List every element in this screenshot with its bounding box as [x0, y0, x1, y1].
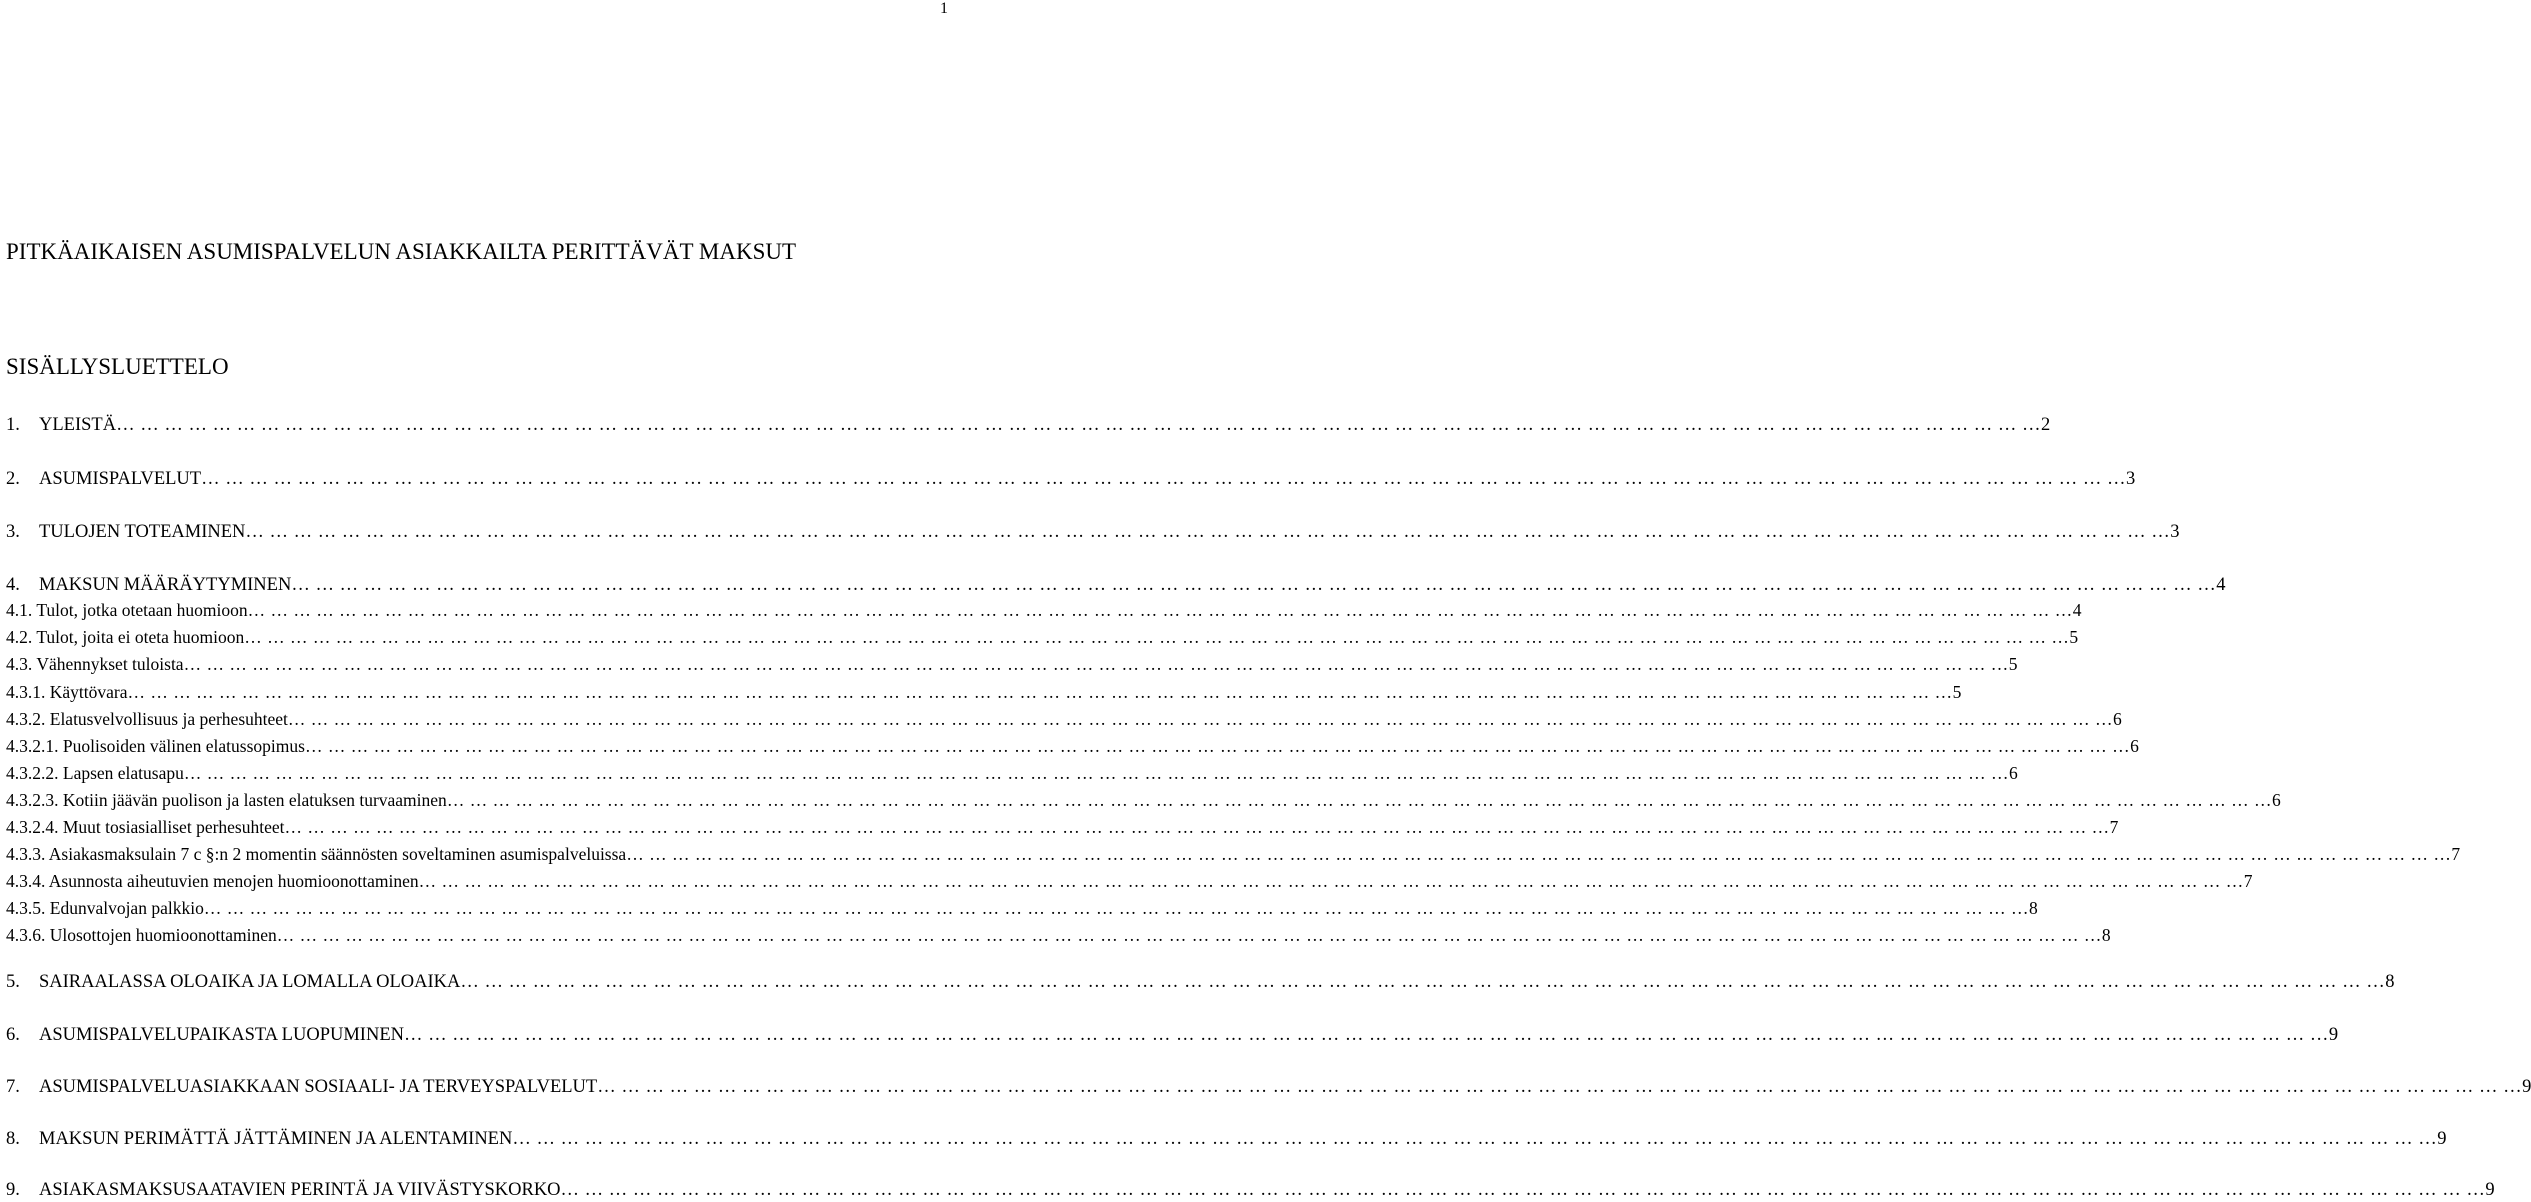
toc-entry[interactable]	[6, 1025, 2339, 1046]
toc-page-number: 6	[2130, 736, 2139, 756]
toc-leader-dots: … … … … … … … … … … … … … … … … … … … … … … … … … … … … … … … … … … … … … … … … … … … … … … … … … … … … … … … … … … … … … … … … … … … … … … … … … … … … … … … …	[560, 1180, 2486, 1200]
toc-leader-dots: … … … … … … … … … … … … … … … … … … … … … … … … … … … … … … … … … … … … … … … … … … … … … … … … … … … … … … … … … … … … … … … … … … … … … … … … … … … … … … … …	[291, 575, 2217, 595]
toc-entry[interactable]	[6, 522, 2180, 543]
toc-leader-dots: … … … … … … … … … … … … … … … … … … … … … … … … … … … … … … … … … … … … … … … … … … … … … … … … … … … … … … … … … … … … … … … … … … … … … … … … … … … … … … … …	[287, 709, 2114, 729]
toc-page-number: 3	[2125, 469, 2136, 489]
toc-entry-label: 5. SAIRAALASSA OLOAIKA JA LOMALLA OLOAIKA	[6, 972, 461, 992]
toc-entry-label: 4.2. Tulot, joita ei oteta huomioon	[6, 627, 245, 647]
toc-entry[interactable]	[6, 925, 2111, 946]
toc-entry[interactable]	[6, 682, 1962, 703]
toc-entry[interactable]	[6, 871, 2253, 892]
toc-entry-label: 8. MAKSUN PERIMÄTTÄ JÄTTÄMINEN JA ALENTAMINEN	[6, 1129, 513, 1149]
toc-page-number: 8	[2385, 972, 2395, 992]
toc-page-number: 3	[2170, 522, 2180, 542]
toc-entry[interactable]	[6, 654, 2018, 675]
toc-entry[interactable]	[6, 627, 2079, 648]
toc-entry-label: 4. MAKSUN MÄÄRÄYTYMINEN	[6, 575, 292, 595]
toc-page-number: 8	[2028, 898, 2038, 918]
toc-entry-label: 4.3.1. Käyttövara	[6, 682, 128, 702]
toc-entry[interactable]	[6, 600, 2082, 621]
toc-leader-dots: … … … … … … … … … … … … … … … … … … … … … … … … … … … … … … … … … … … … … … … … … … … … … … … … … … … … … … … … … … … … … … … … … … … … … … … … … … … … … … … …	[404, 1025, 2329, 1045]
toc-entry[interactable]	[6, 898, 2038, 919]
toc-page-number: 8	[2101, 925, 2111, 945]
toc-entry-label: 4.3.6. Ulosottojen huomioonottaminen	[6, 925, 277, 945]
toc-page-number: 6	[2009, 763, 2018, 783]
toc-page-number: 6	[2113, 709, 2122, 729]
toc-entry-label: 4.3.4. Asunnosta aiheutuvien menojen huomioonottaminen	[6, 871, 419, 891]
toc-leader-dots: … … … … … … … … … … … … … … … … … … … … … … … … … … … … … … … … … … … … … … … … … … … … … … … … … … … … … … … … … … … … … … … … … … … … … … … … … … … … … … … …	[127, 682, 1953, 702]
toc-leader-dots: … … … … … … … … … … … … … … … … … … … … … … … … … … … … … … … … … … … … … … … … … … … … … … … … … … … … … … … … … … … … … … … … … … … … … … … … … … … … … … … …	[244, 627, 2070, 647]
toc-page-number: 9	[2485, 1180, 2495, 1200]
toc-entry-label: 4.3.2.3. Kotiin jäävän puolison ja lasten elatuksen turvaaminen	[6, 790, 447, 810]
toc-page-number: 7	[2451, 844, 2461, 864]
toc-page-number: 9	[2522, 1077, 2531, 1097]
toc-entry-label: 4.1. Tulot, jotka otetaan huomioon	[6, 600, 248, 620]
toc-entry[interactable]	[6, 415, 2051, 436]
toc-leader-dots: … … … … … … … … … … … … … … … … … … … … … … … … … … … … … … … … … … … … … … … … … … … … … … … … … … … … … … … … … … … … … … … … … … … … … … … … … … … … … … … …	[597, 1077, 2523, 1097]
toc-entry-label: 4.3.2.2. Lapsen elatusapu	[6, 763, 184, 783]
toc-page-number: 4	[2216, 575, 2226, 595]
toc-entry-label: 3. TULOJEN TOTEAMINEN	[6, 522, 246, 542]
toc-entry[interactable]	[6, 1077, 2531, 1098]
toc-entry[interactable]	[6, 709, 2122, 730]
toc-page-number: 4	[2072, 600, 2082, 620]
toc-entry[interactable]	[6, 736, 2139, 757]
toc-entry[interactable]	[6, 844, 2461, 865]
toc-leader-dots: … … … … … … … … … … … … … … … … … … … … … … … … … … … … … … … … … … … … … … … … … … … … … … … … … … … … … … … … … … … … … … … … … … … … … … … … … … … … … … … …	[276, 925, 2102, 945]
toc-entry-label: 4.3.2.4. Muut tosiasialliset perhesuhteet	[6, 817, 285, 837]
toc-page-number: 5	[2008, 654, 2018, 674]
toc-entry-label: 2. ASUMISPALVELUT	[6, 469, 202, 489]
toc-page-number: 5	[2069, 627, 2079, 647]
toc-leader-dots: … … … … … … … … … … … … … … … … … … … … … … … … … … … … … … … … … … … … … … … … … … … … … … … … … … … … … … … … … … … … … … … … … … … … … … … … … … … … … … … …	[201, 469, 2126, 489]
toc-entry[interactable]	[6, 1129, 2447, 1150]
toc-leader-dots: … … … … … … … … … … … … … … … … … … … … … … … … … … … … … … … … … … … … … … … … … … … … … … … … … … … … … … … … … … … … … … … … … … … … … … … … … … … … … … … …	[183, 763, 2009, 783]
toc-leader-dots: … … … … … … … … … … … … … … … … … … … … … … … … … … … … … … … … … … … … … … … … … … … … … … … … … … … … … … … … … … … … … … … … … … … … … … … … … … … … … … … …	[183, 654, 2009, 674]
toc-leader-dots: … … … … … … … … … … … … … … … … … … … … … … … … … … … … … … … … … … … … … … … … … … … … … … … … … … … … … … … … … … … … … … … … … … … … … … … … … … … … … … … …	[512, 1129, 2438, 1149]
page-number: 1	[940, 0, 948, 17]
toc-entry-label: 9. ASIAKASMAKSUSAATAVIEN PERINTÄ JA VIIVÄSTYSKORKO	[6, 1180, 561, 1200]
toc-page-number: 5	[1952, 682, 1962, 702]
toc-leader-dots: … … … … … … … … … … … … … … … … … … … … … … … … … … … … … … … … … … … … … … … … … … … … … … … … … … … … … … … … … … … … … … … … … … … … … … … … … … … … … … … …	[116, 415, 2041, 435]
toc-entry-label: 6. ASUMISPALVELUPAIKASTA LUOPUMINEN	[6, 1025, 404, 1045]
toc-leader-dots: … … … … … … … … … … … … … … … … … … … … … … … … … … … … … … … … … … … … … … … … … … … … … … … … … … … … … … … … … … … … … … … … … … … … … … … … … … … … … … … …	[626, 844, 2452, 864]
toc-entry[interactable]	[6, 972, 2395, 993]
toc-entry-label: 7. ASUMISPALVELUASIAKKAAN SOSIAALI- JA TERVEYSPALVELUT	[6, 1077, 598, 1097]
toc-entry-label: 4.3. Vähennykset tuloista	[6, 654, 184, 674]
toc-page-number: 7	[2243, 871, 2253, 891]
toc-page-number: 9	[2437, 1129, 2447, 1149]
toc-page-number: 7	[2109, 817, 2119, 837]
toc-entry-label: 4.3.3. Asiakasmaksulain 7 c §:n 2 momentin säännösten soveltaminen asumispalveluissa	[6, 844, 627, 864]
toc-entry-label: 4.3.2.1. Puolisoiden välinen elatussopimus	[6, 736, 305, 756]
toc-leader-dots: … … … … … … … … … … … … … … … … … … … … … … … … … … … … … … … … … … … … … … … … … … … … … … … … … … … … … … … … … … … … … … … … … … … … … … … … … … … … … … … …	[446, 790, 2272, 810]
toc-leader-dots: … … … … … … … … … … … … … … … … … … … … … … … … … … … … … … … … … … … … … … … … … … … … … … … … … … … … … … … … … … … … … … … … … … … … … … … … … … … … … … … …	[460, 972, 2386, 992]
toc-leader-dots: … … … … … … … … … … … … … … … … … … … … … … … … … … … … … … … … … … … … … … … … … … … … … … … … … … … … … … … … … … … … … … … … … … … … … … … … … … … … … … … …	[245, 522, 2171, 542]
toc-entry[interactable]	[6, 469, 2136, 490]
toc-entry[interactable]	[6, 763, 2018, 784]
toc-page-number: 9	[2328, 1025, 2339, 1045]
toc-entry-label: 4.3.5. Edunvalvojan palkkio	[6, 898, 204, 918]
toc-heading: SISÄLLYSLUETTELO	[6, 354, 229, 379]
toc-entry-label: 4.3.2. Elatusvelvollisuus ja perhesuhteet	[6, 709, 288, 729]
toc-page-number: 6	[2271, 790, 2281, 810]
toc-entry[interactable]	[6, 790, 2281, 811]
toc-entry[interactable]	[6, 817, 2119, 838]
toc-leader-dots: … … … … … … … … … … … … … … … … … … … … … … … … … … … … … … … … … … … … … … … … … … … … … … … … … … … … … … … … … … … … … … … … … … … … … … … … … … … … … … … …	[284, 817, 2110, 837]
toc-leader-dots: … … … … … … … … … … … … … … … … … … … … … … … … … … … … … … … … … … … … … … … … … … … … … … … … … … … … … … … … … … … … … … … … … … … … … … … … … … … … … … … …	[304, 736, 2131, 756]
toc-entry-label: 1. YLEISTÄ	[6, 415, 117, 435]
toc-leader-dots: … … … … … … … … … … … … … … … … … … … … … … … … … … … … … … … … … … … … … … … … … … … … … … … … … … … … … … … … … … … … … … … … … … … … … … … … … … … … … … … …	[418, 871, 2244, 891]
toc-entry[interactable]	[6, 575, 2226, 596]
toc-page-number: 2	[2040, 415, 2051, 435]
document-title: PITKÄAIKAISEN ASUMISPALVELUN ASIAKKAILTA PERITTÄVÄT MAKSUT	[6, 239, 797, 264]
toc-entry[interactable]	[6, 1180, 2495, 1201]
toc-leader-dots: … … … … … … … … … … … … … … … … … … … … … … … … … … … … … … … … … … … … … … … … … … … … … … … … … … … … … … … … … … … … … … … … … … … … … … … … … … … … … … … …	[203, 898, 2029, 918]
toc-leader-dots: … … … … … … … … … … … … … … … … … … … … … … … … … … … … … … … … … … … … … … … … … … … … … … … … … … … … … … … … … … … … … … … … … … … … … … … … … … … … … … … …	[247, 600, 2073, 620]
